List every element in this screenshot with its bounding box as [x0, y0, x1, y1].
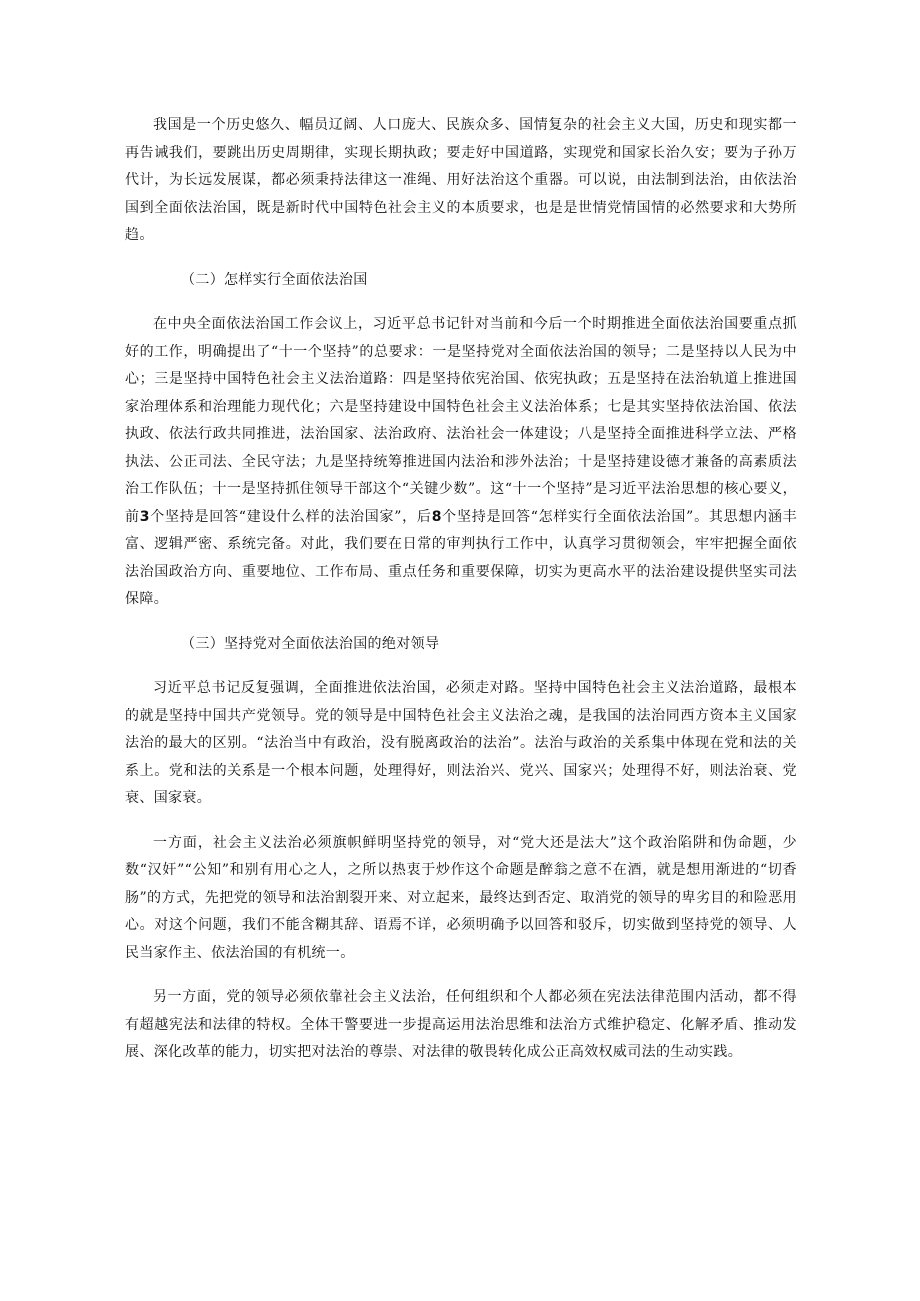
paragraph-on-one-hand: 一方面，社会主义法治必须旗帜鲜明坚持党的领导，对“党大还是法大”这个政治陷阱和伪命题，少数“汉奸”“公知”和别有用心之人，之所以热衷于炒作这个命题是醉翁之意不在酒，就是想用渐进的“切香肠”的方式，先把党的领导和法治割裂开来、对立起来，最终达到否定、取消党的领导的卑劣目的和险恶用心。对这个问题，我们不能含糊其辞、语焉不详，必须明确予以回答和驳斥，切实做到坚持党的领导、人民当家作主、依法治国的有机统一。 [125, 834, 797, 961]
paragraph-text-part: 在中央全面依法治国工作会议上，习近平总书记针对当前和今后一个时期推进全面依法治国要重点抓好的工作，明确提出了“十一个坚持”的总要求：一是坚持党对全面依法治国的领导；二是坚持以人民为中心；三是坚持中国特色社会主义法治道路：四是坚持依宪治国、依宪执政；五是坚持在法治轨道上推进国家治理体系和治理能力现代化；六是坚持建设中国特色社会主义法治体系；七是其实坚持依法治国、依法执政、依法行政共同推进，法治国家、法治政府、法治社会一体建设；八是坚持全面推进科学立法、严格执法、公正司法、全民守法；九是坚持统筹推进国内法治和涉外法治；十是坚持建设德才兼备的高素质法治工作队伍；十一是坚持抓住领导干部这个“关键少数”。这“十一个坚持”是习近平法治思想的核心要义，前 [125, 316, 797, 525]
number-8: 8 [431, 508, 442, 525]
section-heading-2: （二）怎样实行全面依法治国 [181, 271, 368, 288]
paragraph-text-part: 个坚持是回答“怎样实行全面依法治国”。其思想内涵丰富、逻辑严密、系统完备。对此，我们要在日常的审判执行工作中，认真学习贯彻领会，牢牢把握全面依法治国政治方向、重要地位、工作布局、重点任务和重要保障，切实为更高水平的法治建设提供坚实司法保障。 [125, 508, 797, 607]
paragraph-on-other-hand: 另一方面，党的领导必须依靠社会主义法治，任何组织和个人都必须在宪法法律范围内活动，都不得有超越宪法和法律的特权。全体干警要进一步提高运用法治思维和法治方式维护稳定、化解矛盾、推动发展、深化改革的能力，切实把对法治的尊崇、对法律的敬畏转化成公正高效权威司法的生动实践。 [125, 989, 797, 1060]
paragraph-text-part: 个坚持是回答“建设什么样的法治国家”，后 [149, 508, 432, 525]
paragraph-intro: 我国是一个历史悠久、幅员辽阔、人口庞大、民族众多、国情复杂的社会主义大国，历史和现实都一再告诫我们，要跳出历史周期律，实现长期执政；要走好中国道路，实现党和国家长治久安；要为子孙万代计，为长远发展谋，都必须秉持法律这一准绳、用好法治这个重器。可以说，由法制到法治，由依法治国到全面依法治国，既是新时代中国特色社会主义的本质要求，也是是世情党情国情的必然要求和大势所趋。 [125, 117, 797, 243]
number-3: 3 [139, 508, 150, 525]
paragraph-eleven-adherences [125, 311, 797, 614]
section-heading-3: （三）坚持党对全面依法治国的绝对领导 [181, 635, 440, 652]
paragraph-party-leadership: 习近平总书记反复强调，全面推进依法治国，必须走对路。坚持中国特色社会主义法治道路，最根本的就是坚持中国共产党领导。党的领导是中国特色社会主义法治之魂，是我国的法治同西方资本主义国家法治的最大的区别。“法治当中有政治，没有脱离政治的法治”。法治与政治的关系集中体现在党和法的关系上。党和法的关系是一个根本问题，处理得好，则法治兴、党兴、国家兴；处理得不好，则法治衰、党衰、国家衰。 [125, 680, 797, 806]
document-body [125, 112, 797, 1084]
